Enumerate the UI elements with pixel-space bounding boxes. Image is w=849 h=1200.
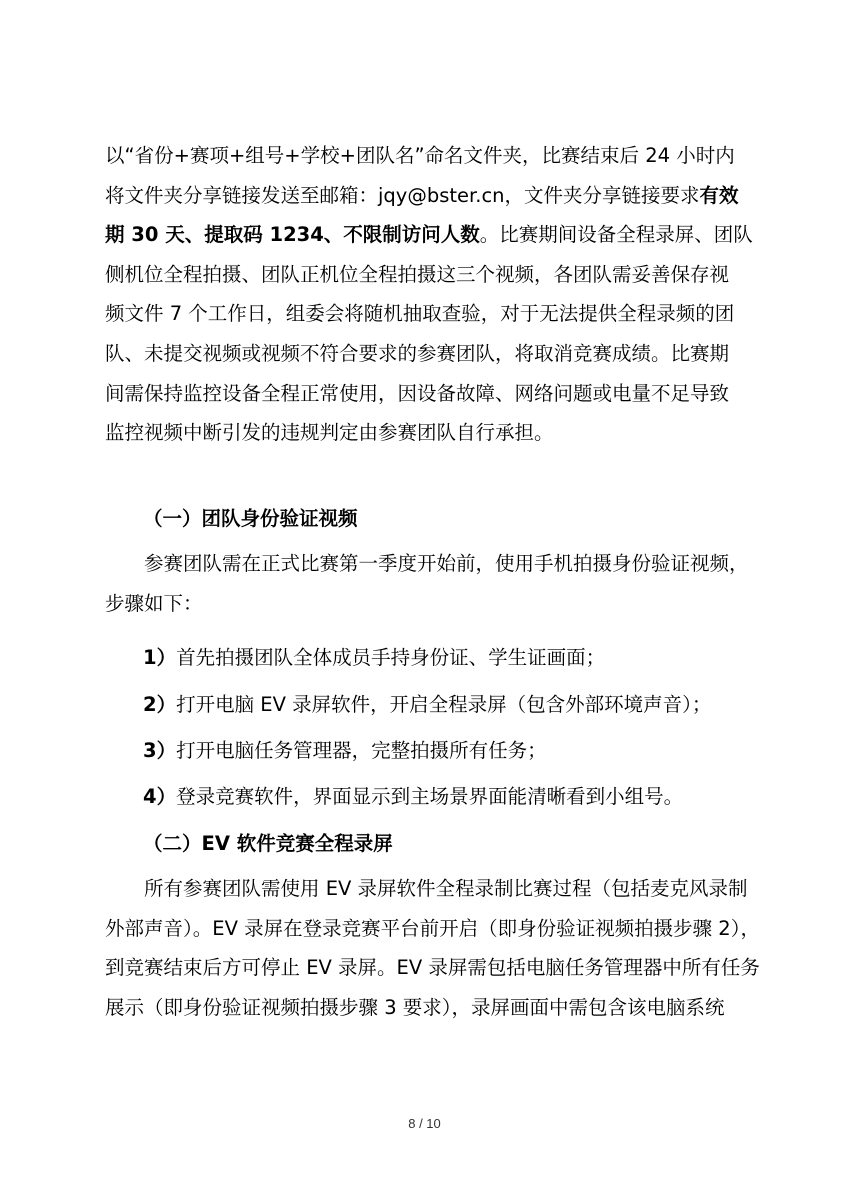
paragraph-intro [105,544,749,623]
text-line: 队、未提交视频或视频不符合要求的参赛团队，将取消竞赛成绩。比赛期 [105,341,730,365]
section-heading: （二）EV 软件竞赛全程录屏 [143,832,393,855]
text-line: 参赛团队需在正式比赛第一季度开始前，使用手机拍摄身份验证视频， [144,552,749,575]
text-line: 步骤如下： [105,591,203,615]
step-number: 3） [143,739,177,762]
bold-text: 期 30 天、提取码 1234、不限制访问人数 [105,223,480,247]
paragraph-recording [105,869,760,1027]
step-text: 打开电脑任务管理器，完整拍摄所有任务； [176,739,547,762]
text-line: 所有参赛团队需使用 EV 录屏软件全程录制比赛过程（包括麦克风录制 [144,877,748,900]
text-line: 以“省份+赛项+组号+学校+团队名”命名文件夹，比赛结束后 24 小时内 [105,144,735,167]
step-item [143,781,683,809]
step-item [143,642,605,670]
step-text: 打开电脑 EV 录屏软件，开启全程录屏（包含外部环境声音）； [176,693,712,716]
step-item [143,689,711,717]
section-heading: （一）团队身份验证视频 [143,507,358,530]
text-line: 间需保持监控设备全程正常使用，因设备故障、网络问题或电量不足导致 [105,381,730,405]
text-line: 监控视频中断引发的违规判定由参赛团队自行承担。 [105,421,554,445]
text-line: 外部声音）。EV 录屏在登录竞赛平台前开启（即身份验证视频拍摄步骤 2）， [105,916,760,940]
step-text: 登录竞赛软件，界面显示到主场景界面能清晰看到小组号。 [176,785,684,808]
step-text: 首先拍摄团队全体成员手持身份证、学生证画面； [176,646,606,669]
text-segment: 将文件夹分享链接发送至邮箱：jqy@bster.cn，文件夹分享链接要求 [105,183,700,207]
step-number: 2） [143,693,177,716]
step-number: 4） [143,785,177,808]
bold-text: 有效 [699,183,739,207]
text-line [105,215,753,255]
text-line: 展示（即身份验证视频拍摄步骤 3 要求），录屏画面中需包含该电脑系统 [105,995,725,1019]
paragraph-submission [105,136,753,453]
step-item [143,735,547,763]
text-line: 侧机位全程拍摄、团队正机位全程拍摄这三个视频，各团队需妥善保存视 [105,262,730,286]
text-line [105,176,745,216]
text-segment: 。比赛期间设备全程录屏、团队 [479,223,753,247]
step-number: 1） [143,646,177,669]
text-line: 到竞赛结束后方可停止 EV 录屏。EV 录屏需包括电脑任务管理器中所有任务 [105,956,760,980]
page-number: 8 / 10 [408,1116,441,1131]
text-line: 频文件 7 个工作日，组委会将随机抽取查验，对于无法提供全程录频的团 [105,302,735,326]
